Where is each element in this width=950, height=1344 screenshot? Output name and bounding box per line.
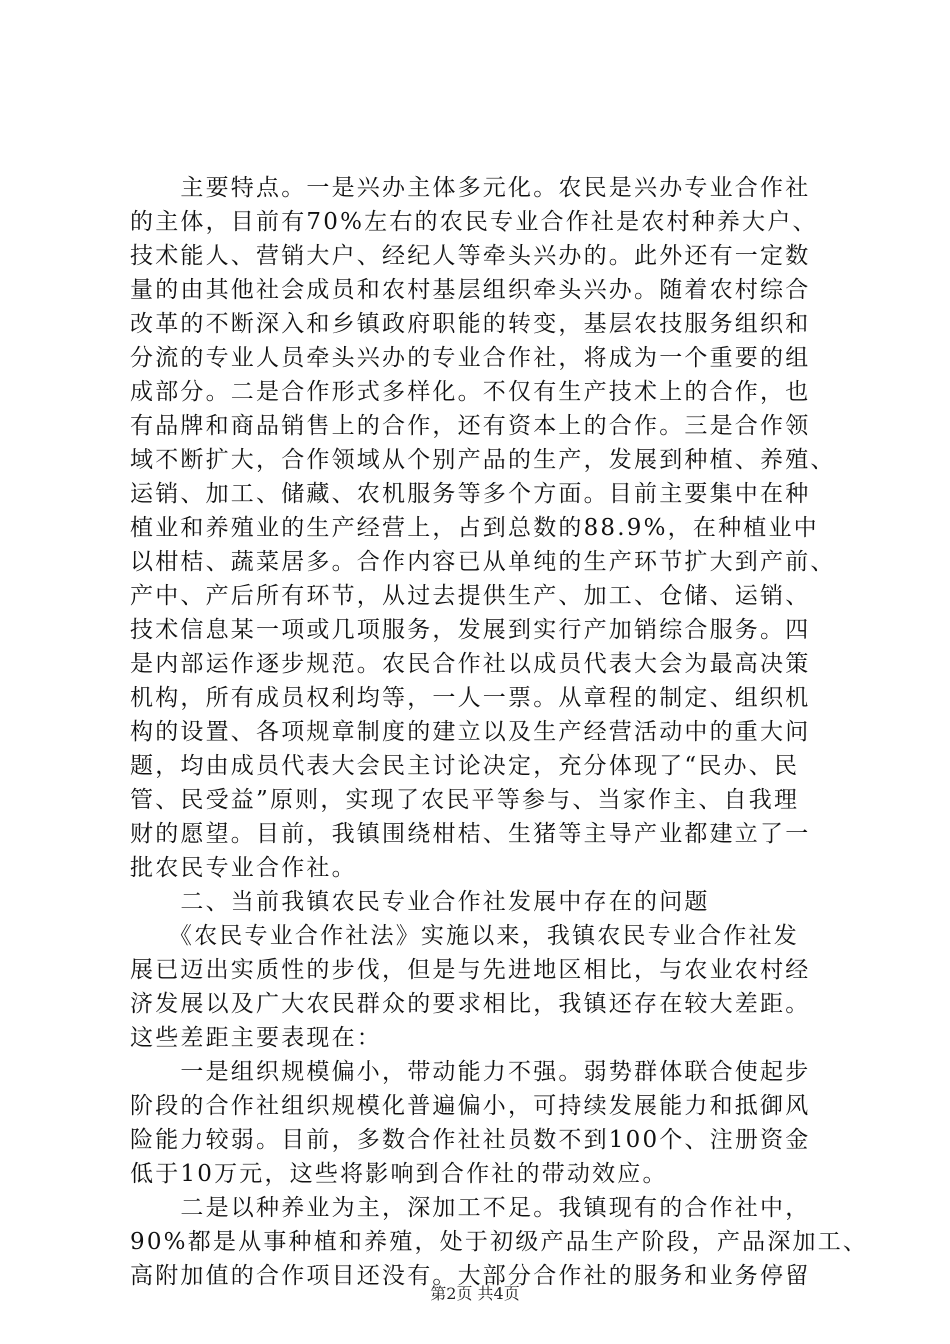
text-line: 域不断扩大，合作领域从个别产品的生产，发展到种植、养殖、 <box>130 447 836 473</box>
text-line: 产中、产后所有环节，从过去提供生产、加工、仓储、运销、 <box>130 583 811 609</box>
text-line: 二是以种养业为主，深加工不足。我镇现有的合作社中， <box>130 1195 811 1221</box>
text-line: 分流的专业人员牵头兴办的专业合作社，将成为一个重要的组 <box>130 345 811 371</box>
text-line: 量的由其他社会成员和农村基层组织牵头兴办。随着农村综合 <box>130 277 811 303</box>
text-line: 险能力较弱。目前，多数合作社社员数不到100个、注册资金 <box>130 1127 811 1153</box>
text-line: 是内部运作逐步规范。农民合作社以成员代表大会为最高决策 <box>130 651 811 677</box>
text-line: 技术能人、营销大户、经纪人等牵头兴办的。此外还有一定数 <box>130 243 811 269</box>
text-line: 运销、加工、储藏、农机服务等多个方面。目前主要集中在种 <box>130 481 811 507</box>
text-line: 机构，所有成员权利均等，一人一票。从章程的制定、组织机 <box>130 685 811 711</box>
section-heading: 二、当前我镇农民专业合作社发展中存在的问题 <box>130 889 710 915</box>
text-line: 济发展以及广大农民群众的要求相比，我镇还存在较大差距。 <box>130 991 811 1017</box>
text-line: 一是组织规模偏小，带动能力不强。弱势群体联合使起步 <box>130 1059 811 1085</box>
text-line: 成部分。二是合作形式多样化。不仅有生产技术上的合作，也 <box>130 379 811 405</box>
text-line: 阶段的合作社组织规模化普遍偏小，可持续发展能力和抵御风 <box>130 1093 811 1119</box>
text-line: 高附加值的合作项目还没有。大部分合作社的服务和业务停留 <box>130 1263 811 1289</box>
text-line: 构的设置、各项规章制度的建立以及生产经营活动中的重大问 <box>130 719 811 745</box>
text-line: 管、民受益”原则，实现了农民平等参与、当家作主、自我理 <box>130 787 800 813</box>
text-line: 展已迈出实质性的步伐，但是与先进地区相比，与农业农村经 <box>130 957 811 983</box>
text-line: 有品牌和商品销售上的合作，还有资本上的合作。三是合作领 <box>130 413 811 439</box>
text-line: 题，均由成员代表大会民主讨论决定，充分体现了“民办、民 <box>130 753 800 779</box>
text-line: 这些差距主要表现在： <box>130 1025 382 1051</box>
text-line: 改革的不断深入和乡镇政府职能的转变，基层农技服务组织和 <box>130 311 811 337</box>
text-line: 90%都是从事种植和养殖，处于初级产品生产阶段，产品深加工、 <box>130 1229 869 1255</box>
text-line: 的主体，目前有70%左右的农民专业合作社是农村种养大户、 <box>130 209 818 235</box>
text-line: 以柑桔、蔬菜居多。合作内容已从单纯的生产环节扩大到产前、 <box>130 549 836 575</box>
text-line: 植业和养殖业的生产经营上，占到总数的88.9%，在种植业中 <box>130 515 819 541</box>
text-line: 技术信息某一项或几项服务，发展到实行产加销综合服务。四 <box>130 617 811 643</box>
text-line: 批农民专业合作社。 <box>130 855 357 881</box>
text-line: 财的愿望。目前，我镇围绕柑桔、生猪等主导产业都建立了一 <box>130 821 811 847</box>
text-line: 主要特点。一是兴办主体多元化。农民是兴办专业合作社 <box>130 175 811 201</box>
page-number-footer: 第2页 共4页 <box>430 1284 520 1303</box>
text-line: 低于10万元，这些将影响到合作社的带动效应。 <box>130 1161 668 1187</box>
text-line: 《农民专业合作社法》实施以来，我镇农民专业合作社发 <box>130 923 799 949</box>
